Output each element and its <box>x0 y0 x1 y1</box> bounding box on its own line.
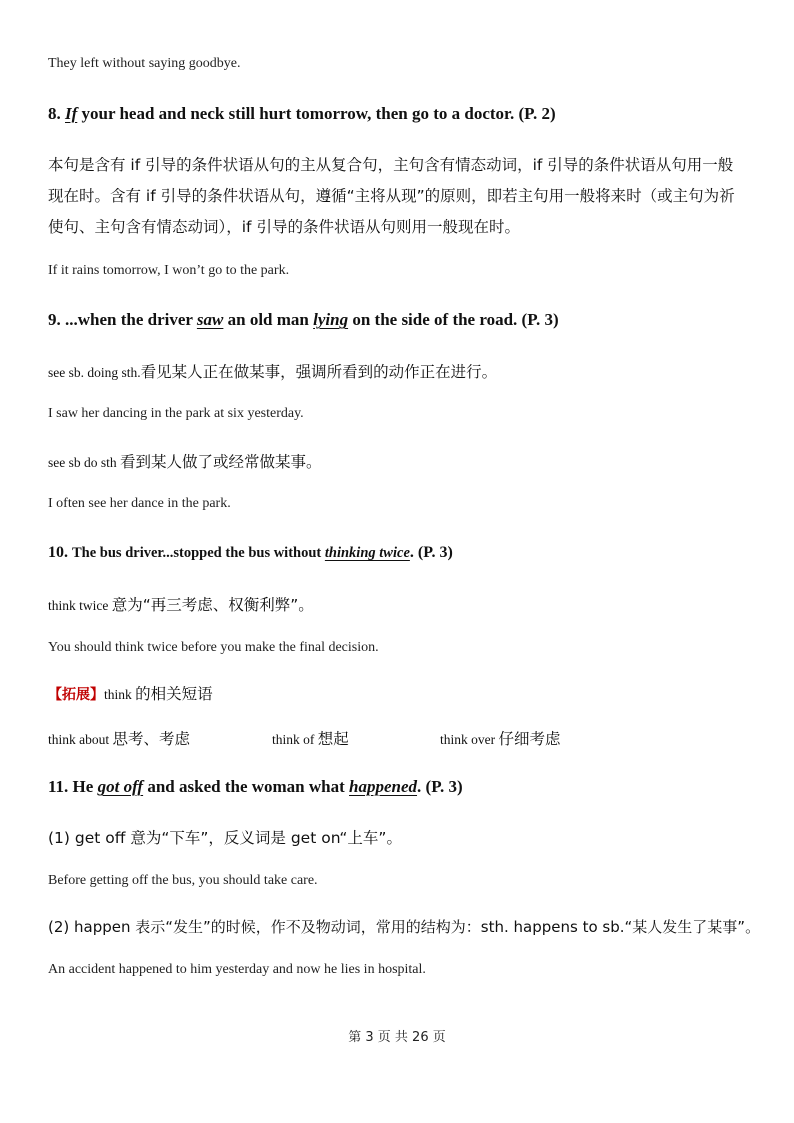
section-heading-9 <box>48 310 559 330</box>
heading-text: on the side of the road. (P. 3) <box>348 310 559 329</box>
heading-text: and asked the woman what <box>143 777 350 796</box>
phrase-en: see sb do sth <box>48 455 120 470</box>
heading-number: 10. <box>48 544 72 561</box>
keyword: happened <box>349 777 418 796</box>
explanation-text: 使句、主句含有情态动词），if 引导的条件状语从句则用一般现在时。 <box>48 218 520 236</box>
phrase-item <box>440 727 561 749</box>
phrase-item <box>272 727 349 749</box>
example-sentence: If it rains tomorrow, I won’t go to the park. <box>48 263 290 278</box>
usage-note <box>48 360 497 382</box>
heading-text: . (P. 3) <box>417 777 463 796</box>
example-sentence: I saw her dancing in the park at six yesterday. <box>48 406 304 421</box>
phrase-cn: 看到某人做了或经常做某事。 <box>120 453 322 471</box>
phrase-en: think of <box>272 732 318 747</box>
phrase-cn: 意为“再三考虑、权衡利弊”。 <box>111 596 314 614</box>
keyword: If <box>65 104 78 123</box>
section-heading-11 <box>48 777 463 797</box>
example-sentence: You should think twice before you make the final decision. <box>48 640 379 655</box>
example-sentence: I often see her dance in the park. <box>48 496 231 511</box>
keyword: got off <box>97 777 144 796</box>
heading-text: your head and neck still hurt tomorrow, then go to a doctor. (P. 2) <box>77 104 556 123</box>
explanation-text: 本句是含有 if 引导的条件状语从句的主从复合句，主句含有情态动词，if 引导的条件状语从句用一般 <box>48 156 734 174</box>
example-sentence: They left without saying goodbye. <box>48 56 241 71</box>
example-sentence: Before getting off the bus, you should take care. <box>48 873 318 888</box>
phrase-cn: 看见某人正在做某事，强调所看到的动作正在进行。 <box>140 363 498 381</box>
phrase-en: think over <box>440 732 499 747</box>
heading-number: 8. <box>48 104 65 123</box>
page-footer: 第 3 页 共 26 页 <box>348 1030 446 1045</box>
explanation-text: 现在时。含有 if 引导的条件状语从句，遵循“主将从现”的原则，即若主句用一般将来时（或主句为祈 <box>48 187 735 205</box>
extension-tag: 【拓展】 <box>48 687 104 703</box>
usage-note <box>48 450 322 472</box>
example-sentence: An accident happened to him yesterday and now he lies in hospital. <box>48 962 426 977</box>
phrase-cn: 仔细考虑 <box>498 730 561 748</box>
keyword: saw <box>196 310 224 329</box>
heading-text: an old man <box>223 310 314 329</box>
section-heading-10 <box>48 544 453 562</box>
extension-note <box>48 682 213 704</box>
phrase-en: think about <box>48 732 113 747</box>
keyword: thinking twice <box>324 545 410 561</box>
usage-note <box>48 593 314 615</box>
phrase-item <box>48 727 190 749</box>
phrase-cn: 思考、考虑 <box>112 730 191 748</box>
phrase-row <box>0 727 794 749</box>
phrase-en: think twice <box>48 598 112 613</box>
heading-text: The bus driver...stopped the bus without <box>72 545 325 561</box>
phrase-cn: 的相关短语 <box>135 685 213 703</box>
explanation-text: (2) happen 表示“发生”的时候，作不及物动词，常用的结构为：sth. happens to sb.“某人发生了某事”。 <box>48 918 761 936</box>
phrase-en: see sb. doing sth. <box>48 365 141 380</box>
heading-text: . (P. 3) <box>409 544 453 561</box>
keyword: lying <box>313 310 349 329</box>
heading-text: 11. He <box>48 777 98 796</box>
section-heading-8 <box>48 104 556 124</box>
phrase-en: think <box>104 687 136 702</box>
heading-text: 9. ...when the driver <box>48 310 197 329</box>
phrase-cn: 想起 <box>317 730 349 748</box>
explanation-text: (1) get off 意为“下车”，反义词是 get on“上车”。 <box>48 829 402 847</box>
